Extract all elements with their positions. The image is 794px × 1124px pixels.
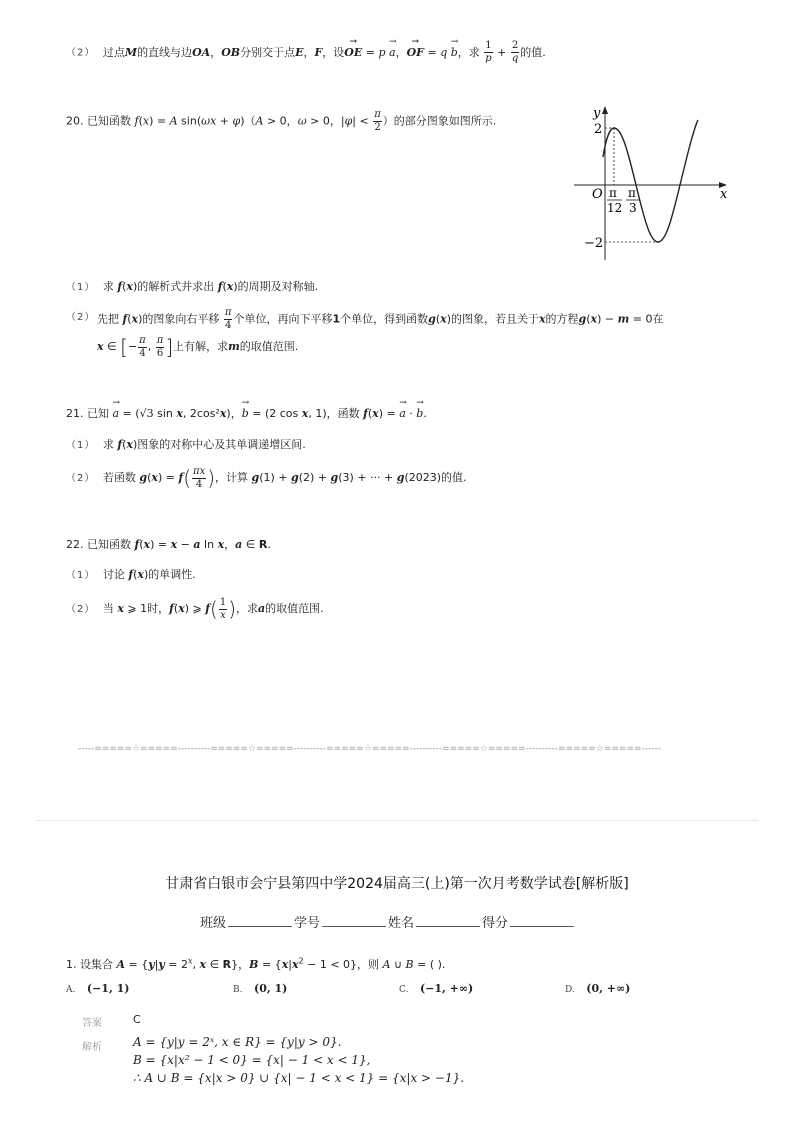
analysis-line-3: ∴ A ∪ B = {x|x > 0} ∪ {x| − 1 < x < 1} = {x|x > −1}.: [133, 1071, 465, 1085]
y-axis-arrow: [602, 106, 608, 114]
y-axis-label: y: [593, 106, 601, 121]
q22-stem: 22. 已知函数 f(x) = x − a ln x，a ∈ R.: [66, 538, 271, 551]
page-separator: [36, 820, 758, 821]
tick2-denominator: 3: [629, 201, 637, 215]
q1-stem: 1. 设集合 $A = \{y|y = 2^x$, x ∈ R}，$B = \{x|x^2 - 1 < 0\}$，则 A ∪ B = ( ).: [66, 956, 446, 971]
answer-label: 答案: [82, 1018, 102, 1029]
q20-p2-number: （2）: [66, 312, 96, 323]
score-label: 得分: [482, 916, 509, 931]
x-axis-label: x: [720, 187, 728, 202]
y-min-label: −2: [584, 236, 604, 251]
q20-p1-number: （1）: [66, 282, 96, 293]
option-c[interactable]: [399, 982, 473, 995]
option-c-value: (−1, +∞): [419, 982, 474, 995]
q19-part2: （2） 过点M的直线与边OA，OB分别交于点E，F，设→ OE = p → a，→ OF = q → b，求 $\frac{1}{p}$ + $\frac{2}{q}$ 的值.: [66, 41, 546, 64]
answer-value: C: [133, 1013, 141, 1026]
q20-part2: [66, 308, 95, 323]
class-blank[interactable]: [228, 926, 292, 927]
option-d-value: (0, +∞): [586, 982, 631, 995]
tick2-numerator: π: [628, 186, 636, 200]
analysis-label: 解析: [82, 1042, 102, 1053]
q21-p1-number: （1）: [66, 440, 96, 451]
option-b[interactable]: [233, 982, 287, 995]
tick1-denominator: 12: [607, 201, 623, 215]
option-a[interactable]: [66, 982, 129, 995]
q21-stem: 21. 已知 → a = (√3 sin x, 2cos²x)，→ b = (2 cos x, 1)，函数 f(x) = → a · → b.: [66, 405, 427, 421]
option-b-value: (0, 1): [253, 982, 288, 995]
decorative-divider: -----=====☆=====----------=====☆=====----------=====☆=====----------=====☆=====----------=====☆=====------: [78, 744, 662, 754]
q21-part2: （2） 若函数 g(x) = f( $\frac{\pi x}{4}$ )，计算 g(1) + g(2) + g(3) + ··· + g(2023)的值.: [66, 465, 467, 490]
y-max-label: 2: [594, 122, 603, 137]
sine-graph: [570, 100, 735, 262]
class-label: 班级: [200, 916, 227, 931]
option-a-letter: A.: [66, 985, 76, 995]
origin-label: O: [592, 187, 603, 202]
q22-part1: （1） 讨论 f(x)的单调性.: [66, 568, 196, 581]
score-blank[interactable]: [510, 926, 574, 927]
option-c-letter: C.: [399, 985, 409, 995]
name-label: 姓名: [388, 916, 415, 931]
q19-p2-number: （2）: [66, 47, 96, 59]
number-blank[interactable]: [322, 926, 386, 927]
tick1-numerator: π: [609, 186, 617, 200]
analysis-line-2: B = {x|x² − 1 < 0} = {x| − 1 < x < 1},: [133, 1053, 371, 1067]
q20-stem: 20. 已知函数 f(x) = A sin(ωx + φ)（A > 0，ω > 0，|φ| < $\frac{\pi}{2}$ ）的部分图象如图所示.: [66, 109, 497, 133]
document-title: 甘肃省白银市会宁县第四中学2024届高三(上)第一次月考数学试卷[解析版]: [165, 876, 629, 892]
q20-part1: （1） 求 f(x)的解析式并求出 f(x)的周期及对称轴.: [66, 280, 319, 293]
option-a-value: (−1, 1): [86, 982, 130, 995]
info-line: [200, 912, 576, 931]
q22-p1-number: （1）: [66, 570, 96, 581]
option-b-letter: B.: [233, 985, 243, 995]
option-d[interactable]: [565, 982, 630, 995]
q20-p2-line1: 先把 f(x)的图象向右平移 $\frac{\pi}{4}$ 个单位，再向下平移1个单位，得到函数g(x)的图象，若且关于x的方程g(x) − m = 0在: [97, 307, 664, 331]
q22-part2: （2） 当 x ⩾ 1时，f(x) ⩾ f( $\frac{1}{x}$ )，求a的取值范围.: [66, 596, 324, 621]
q21-part1: （1） 求 f(x)图象的对称中心及其单调递增区间.: [66, 438, 306, 451]
number-label: 学号: [294, 916, 321, 931]
q21-p2-number: （2）: [66, 473, 96, 484]
q20-p2-line2: x ∈ [− $\frac{\pi}{4}$ , $\frac{\pi}{6}$ ]上有解，求m的取值范围.: [97, 334, 299, 359]
analysis-line-1: A = {y|y = 2ˣ, x ∈ R} = {y|y > 0}.: [133, 1035, 342, 1049]
option-d-letter: D.: [565, 985, 575, 995]
q22-p2-number: （2）: [66, 604, 96, 615]
sine-curve: [603, 120, 698, 242]
name-blank[interactable]: [416, 926, 480, 927]
